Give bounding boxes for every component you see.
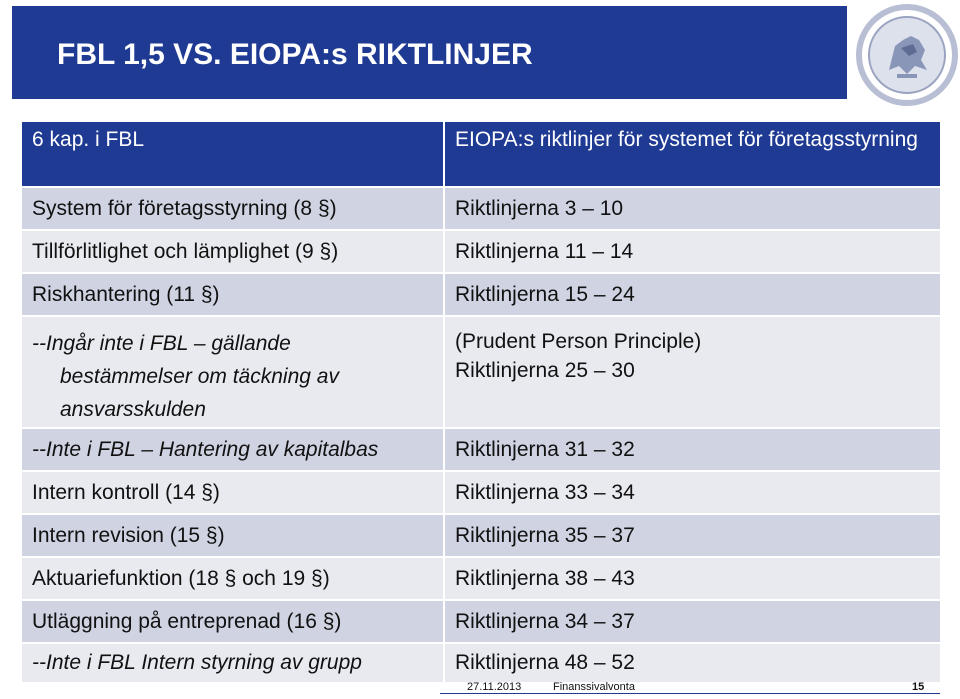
finnish-lion-emblem-icon [855,0,960,110]
eiopa-cell-line: (Prudent Person Principle) [455,330,702,353]
page-number: 15 [912,681,925,693]
eiopa-cell [444,316,941,428]
slide-title: FBL 1,5 VS. EIOPA:s RIKTLINJER [57,38,533,71]
footer-organization: Finanssivalvonta [553,681,635,693]
fbl-cell: Utläggning på entreprenad (16 §) [21,600,444,643]
comparison-table [20,120,942,684]
eiopa-cell: Riktlinjerna 3 – 10 [444,187,941,230]
fbl-cell-line: --Ingår inte i FBL – gällande [32,332,291,355]
table-header-row [21,121,941,187]
table-row [21,600,941,643]
fbl-cell [21,316,444,428]
fbl-cell-line: ansvarsskulden [60,398,206,421]
slide-footer [0,678,960,699]
fbl-cell: --Inte i FBL Intern styrning av grupp [21,643,444,683]
table-row [21,230,941,273]
table-row [21,273,941,316]
table-row [21,557,941,600]
fbl-cell: Tillförlitlighet och lämplighet (9 §) [21,230,444,273]
table-row [21,187,941,230]
fbl-cell: Aktuariefunktion (18 § och 19 §) [21,557,444,600]
eiopa-cell: Riktlinjerna 35 – 37 [444,514,941,557]
eiopa-cell-line: Riktlinjerna 25 – 30 [455,359,635,382]
fbl-cell-line: bestämmelser om täckning av [60,365,339,388]
fbl-cell: Intern kontroll (14 §) [21,471,444,514]
table-row [21,514,941,557]
eiopa-cell: Riktlinjerna 11 – 14 [444,230,941,273]
eiopa-cell: Riktlinjerna 31 – 32 [444,428,941,471]
header-fbl: 6 kap. i FBL [21,121,444,187]
table-row [21,471,941,514]
table-row [21,316,941,428]
fbl-cell: Intern revision (15 §) [21,514,444,557]
footer-date: 27.11.2013 [467,681,522,693]
eiopa-cell: Riktlinjerna 15 – 24 [444,273,941,316]
table-row [21,643,941,683]
fbl-cell: System för företagsstyrning (8 §) [21,187,444,230]
eiopa-cell: Riktlinjerna 38 – 43 [444,557,941,600]
fbl-cell: --Inte i FBL – Hantering av kapitalbas [21,428,444,471]
fbl-cell: Riskhantering (11 §) [21,273,444,316]
eiopa-cell: Riktlinjerna 33 – 34 [444,471,941,514]
slide-title-bar [12,6,847,99]
table-row [21,428,941,471]
header-eiopa: EIOPA:s riktlinjer för systemet för företagsstyrning [444,121,941,187]
eiopa-cell: Riktlinjerna 48 – 52 [444,643,941,683]
eiopa-cell: Riktlinjerna 34 – 37 [444,600,941,643]
